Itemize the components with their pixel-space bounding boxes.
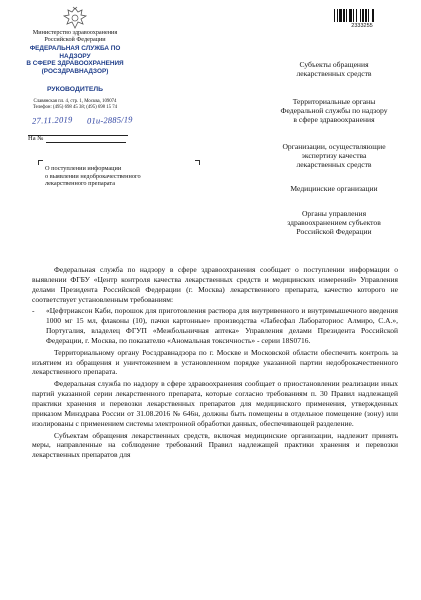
recipient-line: Медицинские организации [290, 184, 378, 193]
body-paragraph: Территориальному органу Росздравнадзора по г. Москве и Московской области обеспечить контроль за изъятием из обращения и уничтожением в установленном порядке указанной партии недоброкачественного лекарственного препарата. [32, 347, 398, 377]
letter-body [32, 265, 398, 462]
subject-bracket-right [195, 160, 200, 165]
recipient-line: Российской Федерации [296, 227, 372, 237]
defect-list-item [32, 306, 398, 345]
recipient-line: Организации, осуществляющие [282, 142, 386, 151]
body-paragraph: Федеральная служба по надзору в сфере здравоохранения сообщает о поступлении информации о выявлении ФГБУ «Центр контроля качества лекарственных средств и медицинских измерений» Управления делами Президента Российской Федерации (г. Москва) лекарственного препарата, качество которого не соответствует установленным требованиям: [32, 265, 398, 304]
recipient-block [259, 184, 409, 193]
recipient-block [259, 97, 409, 125]
address-line: Телефон: (495) 698 45 38; (495) 698 15 74 [32, 105, 118, 110]
agency-line: В СФЕРЕ ЗДРАВООХРАНЕНИЯ [26, 60, 124, 68]
agency-line: ФЕДЕРАЛЬНАЯ СЛУЖБА ПО НАДЗОРУ [29, 45, 121, 60]
recipient-line: Федеральной службы по надзору [280, 106, 388, 116]
recipient-line: лекарственных средств [296, 69, 372, 79]
list-bullet: - [32, 306, 35, 316]
recipient-block [259, 209, 409, 237]
subject-line: лекарственного препарата [45, 180, 116, 188]
agency-name [14, 45, 136, 75]
reference-label: На № [28, 135, 44, 142]
management-title: РУКОВОДИТЕЛЬ [46, 86, 104, 93]
subject-line: о выявлении недоброкачественного [45, 172, 141, 180]
coat-of-arms-emblem [62, 6, 88, 30]
ministry-line: Российской Федерации [44, 36, 106, 44]
subject-line: О поступлении информации [45, 165, 122, 172]
recipient-line: здравоохранением субъектов [287, 218, 381, 228]
recipient-line: в сфере здравоохранения [293, 115, 375, 125]
subject-bracket-left [38, 160, 43, 165]
agency-line: (РОСЗДРАВНАДЗОР) [41, 67, 109, 75]
recipient-line: экспертизу качества [301, 151, 367, 161]
barcode-number: 2333255 [351, 23, 373, 29]
agency-address [14, 99, 136, 111]
recipient-line: Органы управления [301, 209, 367, 218]
registration-date: 27.11.2019 [31, 114, 73, 126]
address-line: Славянская пл. 4, стр. 1, Москва, 109074 [33, 99, 117, 104]
recipient-block [259, 60, 409, 78]
subject [45, 165, 195, 188]
recipient-line: Субъекты обращения [299, 60, 369, 69]
body-paragraph: Федеральная служба по надзору в сфере здравоохранения сообщает о приостановлении реализации иных партий указанной серии лекарственного препарата, которые согласно требованиям п. 30 Правил надлежащей практики хранения и перевозки лекарственных препаратов для медицинского применения, утвержденных приказом Минздрава России от 31.08.2016 № 646н, должны быть помещены в отдельное помещение (зону) или изолированы с применением системы электронной обработки данных, обеспечивающей разделение. [32, 379, 398, 428]
reference-line [46, 142, 126, 143]
registration-number: 01и-2885/19 [86, 114, 133, 126]
ministry-name [14, 29, 136, 43]
recipient-block [259, 142, 409, 170]
barcode [334, 9, 390, 22]
ministry-line: Министерство здравоохранения [32, 29, 118, 36]
recipient-line: Территориальные органы [292, 97, 376, 106]
body-paragraph: Субъектам обращения лекарственных средств, включая медицинские организации, надлежит принять меры, направленные на соблюдение требований Правил надлежащей практики хранения и перевозки лекарственных препаратов для [32, 430, 398, 460]
list-item-text: «Цефтриаксон Каби, порошок для приготовления раствора для внутривенного и внутримышечного введения 1000 мг 15 мл, флаконы (10), пачки картонные» производства «Лабесфал Лабораториос Алмиро, С.А.», Португалия, владелец ФГУП «Межбольничная аптека» Управления делами Президента Российской Федерации, г. Москва, по показателю «Аномальная токсичность» - серии 18S0716. [46, 306, 398, 345]
recipient-line: лекарственных средств [296, 160, 372, 170]
